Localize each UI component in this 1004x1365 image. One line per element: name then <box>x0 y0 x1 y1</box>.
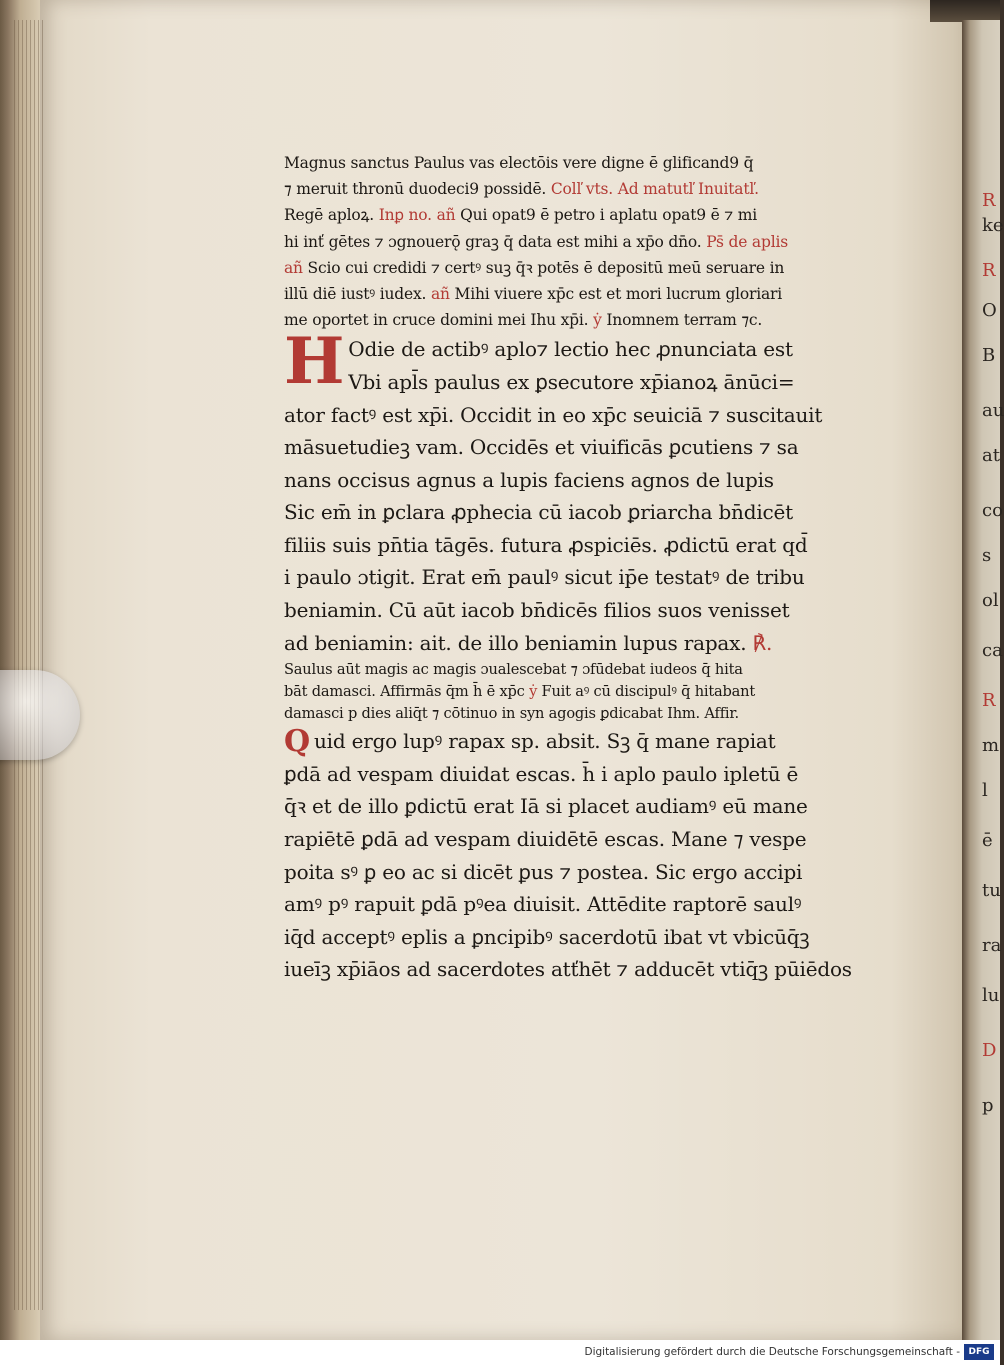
adjacent-page-fragment: R <box>982 260 996 281</box>
text-line <box>284 594 864 627</box>
text-segment: Magnus sanctus Paulus vas electōis vere digne ē glificand9 q̄ <box>284 154 754 172</box>
text-line <box>284 496 864 529</box>
text-line <box>284 366 864 399</box>
text-segment: Mihi viuere xp̄c est et mori lucrum gloriari <box>449 284 783 303</box>
adjacent-page-fragment: R <box>982 690 996 711</box>
rubric-text: añ <box>430 284 450 303</box>
rubric-text: Ps̄ de aplis <box>706 232 788 251</box>
adjacent-page-fragment: m <box>982 735 1000 756</box>
text-segment: amꝰ pꝰ rapuit ꝑdā pꝰea diuisit. Attēdite raptorē saulꝰ <box>284 892 802 917</box>
text-line <box>284 176 864 202</box>
text-segment: Odie de actibꝰ aplo⁊ lectio hec ꝓnunciata est <box>348 337 793 362</box>
text-segment: bāt damasci. Affirmās q̄m h̄ ē xp̄c <box>284 683 530 701</box>
binding-top <box>930 0 1000 22</box>
text-column <box>284 150 864 986</box>
text-segment: filiis suis pn̄tia tāgēs. futura ꝓspiciēs. ꝓdictū erat qd̄ <box>284 532 808 557</box>
text-segment: Scio cui credidi ⁊ certꝰ suꝫ q̄ꝛ potēs ē depositū meū seruare in <box>302 258 785 277</box>
rubric-text: Inꝑ no. añ <box>378 206 456 225</box>
text-segment: Inomnem terram ⁊c. <box>601 311 763 330</box>
funding-credit: Digitalisierung gefördert durch die Deutsche Forschungsgemeinschaft - <box>584 1346 960 1358</box>
adjacent-page-fragment: at <box>982 445 1000 466</box>
text-segment: q̄ꝛ et de illo ꝑdictū erat Iā si placet audiamꝰ eū mane <box>284 794 808 819</box>
adjacent-page-fragment: O <box>982 300 997 321</box>
adjacent-page <box>962 20 1004 1340</box>
text-line <box>284 725 864 758</box>
text-line <box>284 823 864 856</box>
text-line <box>284 953 864 986</box>
text-segment: damasci p dies aliq̄t ⁊ cōtinuo in syn agogis ꝑdicabat Ihm. Affir. <box>284 705 739 723</box>
text-segment: Vbi apl̄s paulus ex ꝑsecutore xp̄ianoꝝ ānūci= <box>348 369 795 394</box>
text-line <box>284 255 864 281</box>
rubric-text: ℟. <box>752 630 773 655</box>
adjacent-page-fragment: ke <box>982 215 1004 236</box>
text-segment: ad beniamin: ait. de illo beniamin lupus rapax. <box>284 630 753 655</box>
adjacent-page-fragment: co <box>982 500 1003 521</box>
adjacent-page-fragment: B <box>982 345 996 366</box>
text-segment: ⁊ meruit thronū duodeci9 possidē. <box>284 180 551 199</box>
text-segment: me oportet in cruce domini mei Ihu xp̄i. <box>284 311 594 330</box>
text-segment: uid ergo lupꝰ rapax sp. absit. Sꝫ q̄ mane rapiat <box>313 729 776 754</box>
text-line <box>284 681 864 703</box>
text-line <box>284 561 864 594</box>
dfg-logo-icon: DFG <box>964 1344 994 1360</box>
text-segment: ator factꝰ est xp̄i. Occidit in eo xp̄c seuiciā ⁊ suscitauit <box>284 402 823 427</box>
text-segment: beniamin. Cū aūt iacob bn̄dicēs filios suos venisset <box>284 598 790 623</box>
text-line <box>284 921 864 954</box>
text-segment: Regē aploꝝ. <box>284 206 379 225</box>
adjacent-page-fragment: lu <box>982 985 1000 1006</box>
text-line <box>284 150 864 176</box>
adjacent-page-fragment: tu <box>982 880 1001 901</box>
text-segment: nans occisus agnus a lupis faciens agnos de lupis <box>284 467 774 492</box>
rubric-text: ẏ <box>529 683 538 701</box>
rubric-text: Colľ vts. Ad matutľ Inuitatľ. <box>550 180 759 199</box>
decorated-initial: Q <box>284 724 310 760</box>
text-segment: Sic em̄ in ꝑclara ꝓphecia cū iacob ꝑriarcha bn̄dicēt <box>284 500 794 525</box>
adjacent-page-fragment: D <box>982 1040 997 1061</box>
text-line <box>284 229 864 255</box>
text-segment: iueīꝫ xp̄iāos ad sacerdotes atťhēt ⁊ adducēt vtiq̄ꝫ pūiēdos <box>284 957 852 982</box>
text-segment: māsuetudieꝫ vam. Occidēs et viuificās ꝑcutiens ⁊ sa <box>284 435 799 460</box>
text-line <box>284 703 864 725</box>
rubric-text: añ <box>284 258 303 277</box>
page-stack-lines <box>14 20 44 1310</box>
text-line <box>284 399 864 432</box>
rubric-text: ẏ <box>593 311 602 330</box>
text-line <box>284 529 864 562</box>
text-segment: Fuit aꝰ cū discipulꝰ q̄ hitabant <box>537 683 756 701</box>
adjacent-page-fragment: ra <box>982 935 1002 956</box>
text-line <box>284 431 864 464</box>
text-line <box>284 790 864 823</box>
adjacent-page-fragment: au <box>982 400 1004 421</box>
text-segment: Qui opat9 ē petro i aplatu opat9 ē ⁊ mi <box>455 206 757 225</box>
text-segment: hi inť gētes ⁊ ɔgnouerǭ graꝫ q̄ data est mihi a xp̄o dn̄o. <box>284 232 707 251</box>
text-segment: rapiētē ꝑdā ad vespam diuidētē escas. Mane ⁊ vespe <box>284 827 807 852</box>
text-segment: illū diē iustꝰ iudex. <box>284 284 431 303</box>
text-segment: poita sꝰ ꝑ eo ac si dicēt ꝑus ⁊ postea. Sic ergo accipi <box>284 859 803 884</box>
text-segment: ꝑdā ad vespam diuidat escas. h̄ i aplo paulo ipletū ē <box>284 761 799 786</box>
adjacent-page-fragment: s <box>982 545 992 566</box>
adjacent-page-fragment: ca <box>982 640 1003 661</box>
footer-bar <box>0 1340 1000 1365</box>
text-line <box>284 307 864 333</box>
text-line <box>284 856 864 889</box>
adjacent-page-fragment: ol <box>982 590 999 611</box>
text-segment: iq̄d acceptꝰ eplis a ꝑncipibꝰ sacerdotū ibat vt vbicūq̄ꝫ <box>284 924 810 949</box>
text-line <box>284 281 864 307</box>
text-line <box>284 627 864 660</box>
adjacent-page-fragment: ē <box>982 830 993 851</box>
text-segment: i paulo ɔtigit. Erat em̄ paulꝰ sicut ip̄e testatꝰ de tribu <box>284 565 805 590</box>
text-line <box>284 758 864 791</box>
text-line <box>284 464 864 497</box>
text-line <box>284 888 864 921</box>
text-line <box>284 659 864 681</box>
adjacent-page-fragment: l <box>982 780 988 801</box>
text-segment: Saulus aūt magis ac magis ɔualescebat ⁊ ɔfūdebat iudeos q̄ hita <box>284 661 743 679</box>
adjacent-page-fragment: p <box>982 1095 994 1116</box>
adjacent-page-fragment: R <box>982 190 996 211</box>
text-line <box>284 202 864 228</box>
decorated-initial: H <box>284 324 345 400</box>
